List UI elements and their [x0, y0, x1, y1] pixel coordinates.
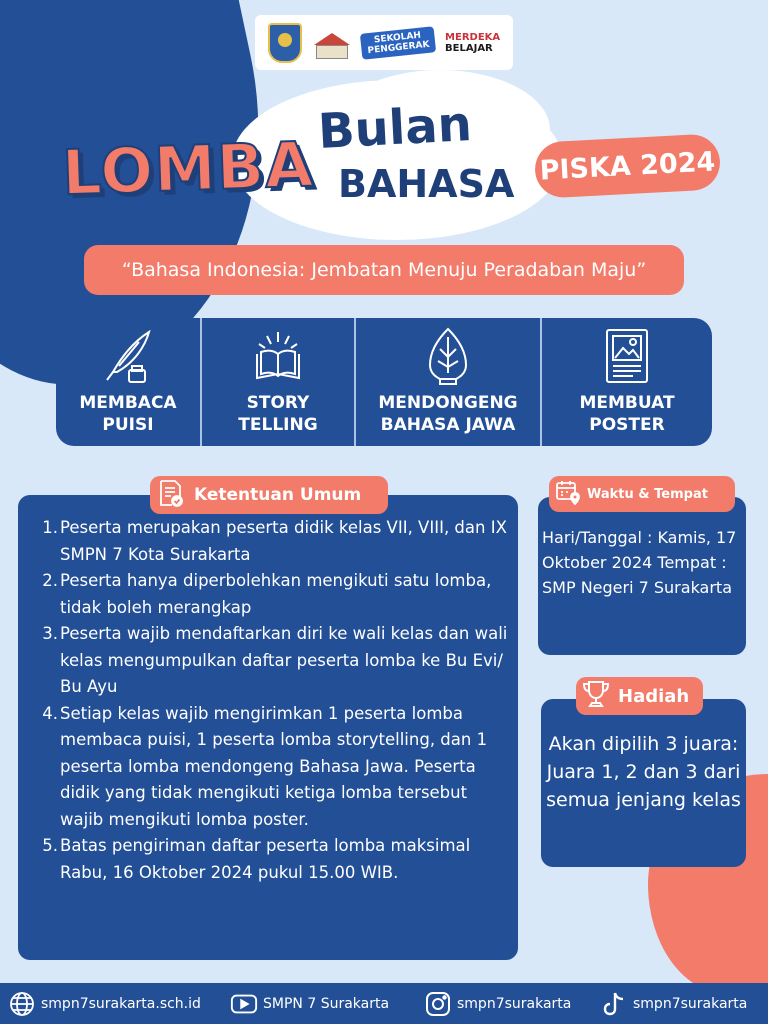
- schedule-heading: [549, 476, 735, 512]
- list-item-number: 5.: [42, 836, 58, 855]
- title-lomba: LOMBA: [60, 127, 316, 210]
- footer-instagram-text: smpn7surakarta: [457, 995, 572, 1012]
- footer-bar: [0, 983, 768, 1024]
- competition-item: [202, 318, 356, 446]
- tagline: “Bahasa Indonesia: Jembatan Menuju Peradaban Maju”: [84, 245, 684, 295]
- school-building-logo: [312, 25, 352, 61]
- competition-item: [356, 318, 542, 446]
- competition-item: [56, 318, 202, 446]
- list-item-number: 1.: [42, 518, 58, 537]
- sekolah-penggerak-logo: SEKOLAH PENGGERAK: [360, 26, 436, 60]
- list-item: [40, 568, 510, 621]
- competition-label: MENDONGENG BAHASA JAWA: [378, 393, 518, 435]
- competition-label: STORY TELLING: [238, 393, 318, 435]
- document-check-icon: [158, 479, 184, 512]
- quill-ink-icon: [100, 328, 156, 384]
- rules-heading-text: Ketentuan Umum: [194, 485, 362, 505]
- footer-website-text: smpn7surakarta.sch.id: [41, 995, 201, 1012]
- merdeka-belajar-logo: [445, 32, 500, 54]
- list-item-text: Peserta hanya diperbolehkan mengikuti satu lomba, tidak boleh merangkap: [60, 571, 492, 617]
- list-item-number: 4.: [42, 703, 58, 723]
- list-item-number: 2.: [42, 571, 58, 590]
- school-seal-logo: [268, 23, 302, 63]
- title-bahasa: BAHASA: [338, 162, 515, 206]
- globe-icon: [8, 990, 36, 1018]
- list-item: [40, 515, 510, 568]
- prize-details: Akan dipilih 3 juara: Juara 1, 2 dan 3 dari semua jenjang kelas: [546, 733, 741, 811]
- rules-list: [40, 515, 510, 886]
- merdeka-text: MERDEKA: [445, 31, 501, 43]
- list-item: [40, 701, 510, 834]
- schedule-details: Hari/Tanggal : Kamis, 17 Oktober 2024 Tempat : SMP Negeri 7 Surakarta: [542, 528, 737, 597]
- competition-item: [542, 318, 712, 446]
- tiktok-icon: [600, 990, 628, 1018]
- footer-youtube[interactable]: [230, 990, 389, 1018]
- prize-heading: [576, 677, 703, 715]
- prize-heading-text: Hadiah: [618, 685, 690, 707]
- list-item: [40, 621, 510, 701]
- competition-list: [56, 318, 712, 446]
- footer-instagram[interactable]: [424, 990, 571, 1018]
- youtube-icon: [230, 990, 258, 1018]
- footer-youtube-text: SMPN 7 Surakarta: [263, 995, 390, 1012]
- event-badge: PISKA 2024: [534, 133, 722, 199]
- list-item-text: Batas pengiriman daftar peserta lomba maksimal Rabu, 16 Oktober 2024 pukul 15.00 WIB.: [60, 836, 471, 882]
- competition-label: MEMBUAT POSTER: [579, 393, 675, 435]
- list-item: [40, 833, 510, 886]
- rules-heading: [150, 476, 388, 514]
- schedule-heading-text: Waktu & Tempat: [587, 486, 708, 502]
- poster-icon: [599, 328, 655, 384]
- footer-tiktok-text: smpn7surakarta: [633, 995, 748, 1012]
- logo-bar: [255, 15, 513, 70]
- footer-website[interactable]: [8, 990, 201, 1018]
- list-item-text: Setiap kelas wajib mengirimkan 1 peserta lomba membaca puisi, 1 peserta lomba storytelling, dan 1 peserta lomba mendongeng Bahasa Jawa. Peserta didik yang tidak mengikuti ketiga lomba tersebut wajib mengikuti lomba poster.: [60, 703, 488, 829]
- list-item-number: 3.: [42, 624, 58, 643]
- open-book-icon: [250, 328, 306, 384]
- instagram-icon: [424, 990, 452, 1018]
- title-bulan: Bulan: [316, 96, 474, 160]
- competition-label: MEMBACA PUISI: [79, 393, 177, 435]
- list-item-text: Peserta wajib mendaftarkan diri ke wali kelas dan wali kelas mengumpulkan daftar peserta lomba ke Bu Evi/ Bu Ayu: [60, 624, 508, 696]
- gunungan-icon: [420, 328, 476, 384]
- belajar-text: BELAJAR: [445, 42, 493, 54]
- trophy-icon: [582, 679, 610, 714]
- calendar-pin-icon: [555, 479, 581, 509]
- footer-tiktok[interactable]: [600, 990, 747, 1018]
- list-item-text: Peserta merupakan peserta didik kelas VII, VIII, dan IX SMPN 7 Kota Surakarta: [60, 518, 507, 564]
